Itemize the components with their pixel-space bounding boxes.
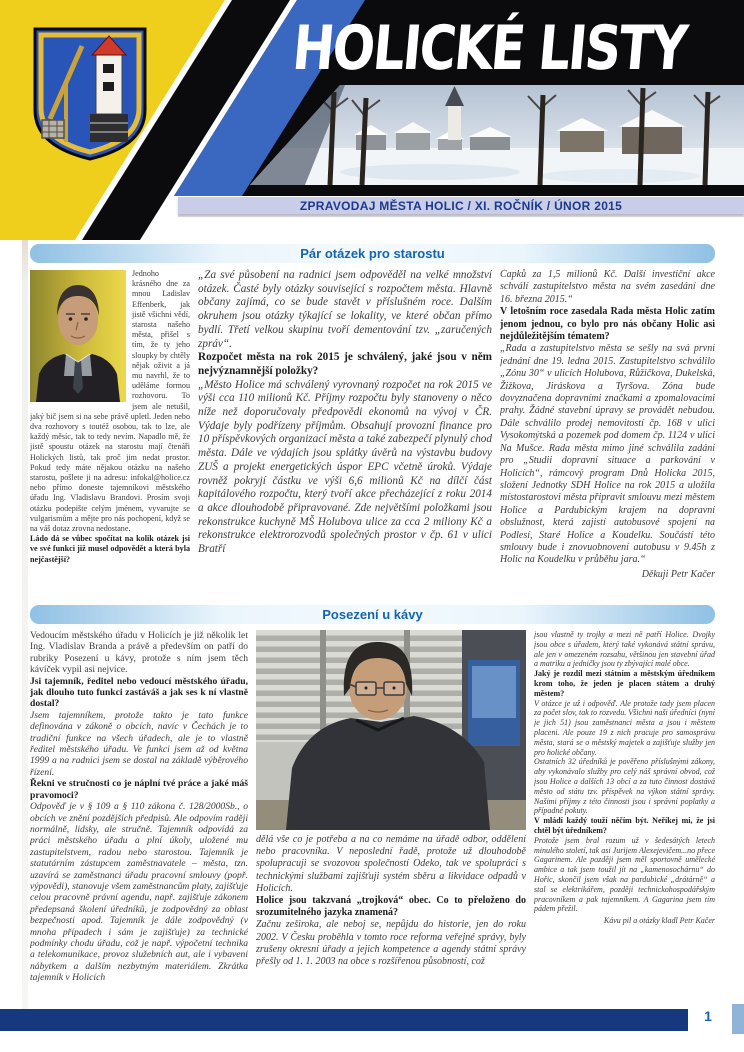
interview-question: V letošním roce zasedala Rada města Holic zatím jenom jednou, co bylo pro nás občany Holic asi nejdůležitějším tématem? — [500, 306, 715, 343]
interview-answer: Ostatních 32 úředníků je pověřeno příslušnými zákony, aby vykonávalo služby pro celý náš správní obvod, což jsou Holice a dalších 13 obcí a za tuto činnost dostává město od státu tzv. příspěvek na výkon státní správy. Našimi příjmy z této činnosti jsou i správní poplatky a případné pokuty. — [534, 757, 715, 816]
interview-answer: Odpověď je v § 109 a § 110 zákona č. 128/2000Sb., o obcích ve znění pozdějších předpisů. Ale odpovím raději normálně, lidsky, ale stručně. Tajemník odpovídá za práci městského úřadu a plní úkoly, uložené mu zastupitelstvem, radou nebo starostou. Tajemník je statutárním zástupcem zaměstnavatele – města, tzn. uzavírá se zaměstnanci úřadu pracovní smlouvy (popř. výpovědi), stanovuje všem zaměstnancům platy, zajišťuje celou pracovně právní agendu, např. zajišťuje zákonem předepsaná školení úředníků, je zodpovědný za oblast bezpečnosti apod. Tajemník je dále zodpovědný (v mnoha případech i sám je zajišťuje) za technické podmínky chodu úřadu, což je např. výpočetní technika a telekomunikace, provoz služebních aut, ale i vybavení nábytkem a dalším nezbytným materiálem. Zkrátka tajemník v Holicích — [30, 801, 248, 984]
interview-answer: Čapků za 1,5 milionů Kč. Další investiční akce schválí zastupitelstvo města na svém zasedání dne 16. března 2015.“ — [500, 269, 715, 305]
paragraph: Vedoucím městského úřadu v Holicích je již několik let Ing. Vladislav Branda a právě a především on patří do rubriky Posezení u kávy, protože s ním jsem těch kávíček vypil asi nejvíce. — [30, 630, 248, 676]
section-title: Pár otázek pro starostu — [300, 246, 445, 261]
page-edge-shading — [22, 240, 28, 1010]
article-signature: Kávu pil a otázky kladl Petr Kačer — [603, 916, 715, 926]
section-title-bar-interview — [30, 244, 715, 263]
footer-bar — [0, 1009, 688, 1031]
page-number: 1 — [704, 1008, 712, 1024]
interview-question: V mládí každý touží něčím být. Neříkej mi, že jsi chtěl být úředníkem? — [534, 816, 715, 835]
interview-answer: „Rada a zastupitelstvo města se sešly na svá první jednání dne 19. ledna 2015. Zastupitelstvo schválilo „Zónu 30“ v ulicích Holubova, Růžičkova, Dukelská, Žižkova, Jiráskova a Tyršova. Zóna bude dovyznačena dopravními značkami a zpomalovacími prahy. Žádné stavební úpravy se provádět nebudou. Dále schválilo prodej nemovitostí čp. 168 v ulici Vysokomýtská a pozemek pod domem čp. 1124 v ulici Na Mušce. Rada města mimo jiné schválila zadání pro „Studii dopravní situace a parkování v Holicích“, rámcový program Dnů Holicka 2015, složení Jednotky SDH Holice na rok 2015 a uložila místostarostovi města připravit smlouvu mezi městem Holice a Pardubickým krajem na dopravní obslužnost, která zajistí autobusové spojení na Podlesí, Staré Holice a Koudelku. Součástí této smlouvy bude i znovuobnovení autobusu v 9.45h z Holic na Koudelku v průběhu jara.“ — [500, 343, 715, 566]
article-column — [198, 269, 492, 602]
article-column — [256, 630, 526, 1008]
mayor-portrait-photo — [30, 270, 126, 402]
article-column — [500, 269, 715, 602]
interview-question: Jaký je rozdíl mezi státním a městským úředníkem krom toho, že jeden je placen státem a druhý městem? — [534, 669, 715, 698]
interview-question: Ládo dá se vůbec spočítat na kolik otázek jsi ve své funkci již musel odpovědět a která byla nejčastější? — [30, 534, 190, 564]
article-column — [534, 630, 715, 1008]
interview-answer: Začnu zeširoka, ale neboj se, nepůjdu do historie, jen do roku 2002. V Česku proběhla v tomto roce reforma veřejné správy, byly zrušeny okresní úřady a jejich kompetence a agendy státní správy přešly od 1. 1. 2003 na obce s rozšířenou působností, což — [256, 919, 526, 968]
coat-of-arms-icon — [30, 24, 150, 164]
newsletter-title: HOLICKÉ LISTY — [289, 13, 689, 84]
section-title-bar-coffee — [30, 605, 715, 624]
interview-question: Rozpočet města na rok 2015 je schválený, jaké jsou v něm nejvýznamnější položky? — [198, 351, 492, 377]
article-interview-columns — [30, 269, 715, 602]
interview-question: Holice jsou takzvaná „trojková“ obec. Co to přeloženo do srozumitelného jazyka znamená? — [256, 895, 526, 919]
section-title: Posezení u kávy — [322, 607, 423, 622]
article-column — [30, 269, 190, 602]
interview-answer: „Město Holice má schválený vyrovnaný rozpočet na rok 2015 ve výši cca 110 milionů Kč. Příjmy rozpočtu byly stanoveny o něco níže než doporučovaly předpovědi ekonomů na vývoj v ČR. Výdaje byly podřízeny příjmům. Obsahují provozní finance pro 10 příspěvkových organizací města a také zabezpečí plynulý chod města. Dále ve výdajích jsou splátky úvěrů na výstavbu budovy ZUŠ a projekt energetických úspor EPC včetně úroků. Výdaje rovněž pokryjí částku ve výši 6,6 milionů Kč na dílčí část kapitálového rozpočtu, který tvoří akce přecházející z roku 2014 a akce dlouhodobě připravované. Zde největšími položkami jsou rekonstrukce kuchyně MŠ Holubova ulice za cca 2 miliony Kč a rekonstrukce elektrorozvodů společných prostor v čp. 61 v ulici Bratří — [198, 378, 492, 556]
masthead — [0, 0, 744, 240]
issue-band — [178, 197, 744, 214]
interview-answer: dělá vše co je potřeba a na co nemáme na úřadě odbor, oddělení nebo pracovníka. V neposlední řadě, protože už dlouhodobě spolupracuji se svozovou společností Odeko, tak ve spolupráci s technickými službami zajišťuji systém sběru a likvidace odpadů v Holicích. — [256, 834, 526, 894]
interview-answer: „Za své působení na radnici jsem odpověděl na velké množství otázek. Časté byly otázky související s rozpočtem města. Hlavně občany zajímá, co se bude stavět v příslušném roce. Dalším okruhem jsou otázky týkající se lokality, ve které občan přímo bydlí. Třetí velkou skupinu tvoří dementování tzv. „zaručených zpráv“. — [198, 269, 492, 350]
article-signature: Děkuji Petr Kačer — [641, 568, 715, 580]
interview-answer: V otázce je už i odpověď. Ale protože tady jsem placen za počet slov, tak to rozvedu. Všichni naši úředníci (nyní je jich 51) jsou zaměstnanci města a jsou i městem placeni. Ale pouze 19 z nich pracuje pro samosprávu města, stará se o městský majetek a zajišťuje služby jen pro holické občany. — [534, 698, 715, 757]
interview-answer: jsou vlastně ty trojky a mezi ně patří Holice. Dvojky jsou obce s úřadem, který také vykonává státní správu, ale jen v omezeném rozsahu, většinou jen stavební úřad a matriku a jedničky jsou ty zbývající malé obce. — [534, 630, 715, 669]
article-column — [30, 630, 248, 1008]
interview-answer: Protože jsem bral rozum už v šedesátých letech minulého století, tak asi Jurijem Alexejevičem...no přece Gagarinem. Ale později jsem měl sportovně umělecké ambice a tak jsem toužil jít na „kamenosochárnu“ do Hořic, skončil jsem však na pardubické „drátárně“ a stal se elektrikářem, později technickohospodářským pracovníkem a pak tajemníkem. A Gagarina jsem tím pádem přežil. — [534, 835, 715, 914]
footer-accent — [732, 1004, 744, 1034]
interview-answer: Jsem tajemníkem, protože takto je tato funkce definována v zákoně o obcích, navíc v Čechách je to tradiční funkce na všech úřadech, ale je to vlastně ředitel městského úřadu. Ve funkci jsem až od května 1999 a na radnici jsem se dostal na základě výběrového řízení. — [30, 709, 248, 778]
interview-question: Řekni ve stručnosti co je náplní tvé práce a jaké máš pravomoci? — [30, 778, 248, 801]
interview-question: Jsi tajemník, ředitel nebo vedoucí městského úřadu, jak dlouho tuto funkci zastáváš a jak ses k ní vlastně dostal? — [30, 675, 248, 710]
issue-band-text: ZPRAVODAJ MĚSTA HOLIC / XI. ROČNÍK / ÚNOR 2015 — [299, 198, 623, 213]
secretary-at-desk-photo — [256, 630, 526, 830]
paragraph: Jednoho krásného dne za mnou Ladislav Effenberk, jak jistě všichni vědí, starosta našeho města, přišel s tím, že ty jeho sloupky by chtěly nějak oživit a já mu navrhl, že to uděláme formou rozhovoru. To jsem ale netušil, jaký bič jsem si na sebe právě upletl. Jeden nebo dva rozhovory s toutéž osobou, tak to lze, ale každý měsíc, tak to tedy nevím. Napadlo mě, že jistě spoustu otázek na starostu mají čtenáři Holických listů, tak proč jim nedat prostor. Pokud tedy máte nějakou otázku na našeho starostu, pošlete ji na adresu: infokal@holice.cz nebo přímo doneste tajemníkovi městského úřadu Ing. Vladislavu Brandovi. Prosím svoji otázku podepište celým jménem, vyvarujte se vulgarismům a mějte pro nás pochopení, když se na váš dotaz zrovna nedostane. — [30, 269, 190, 534]
article-coffee-columns — [30, 630, 715, 1008]
